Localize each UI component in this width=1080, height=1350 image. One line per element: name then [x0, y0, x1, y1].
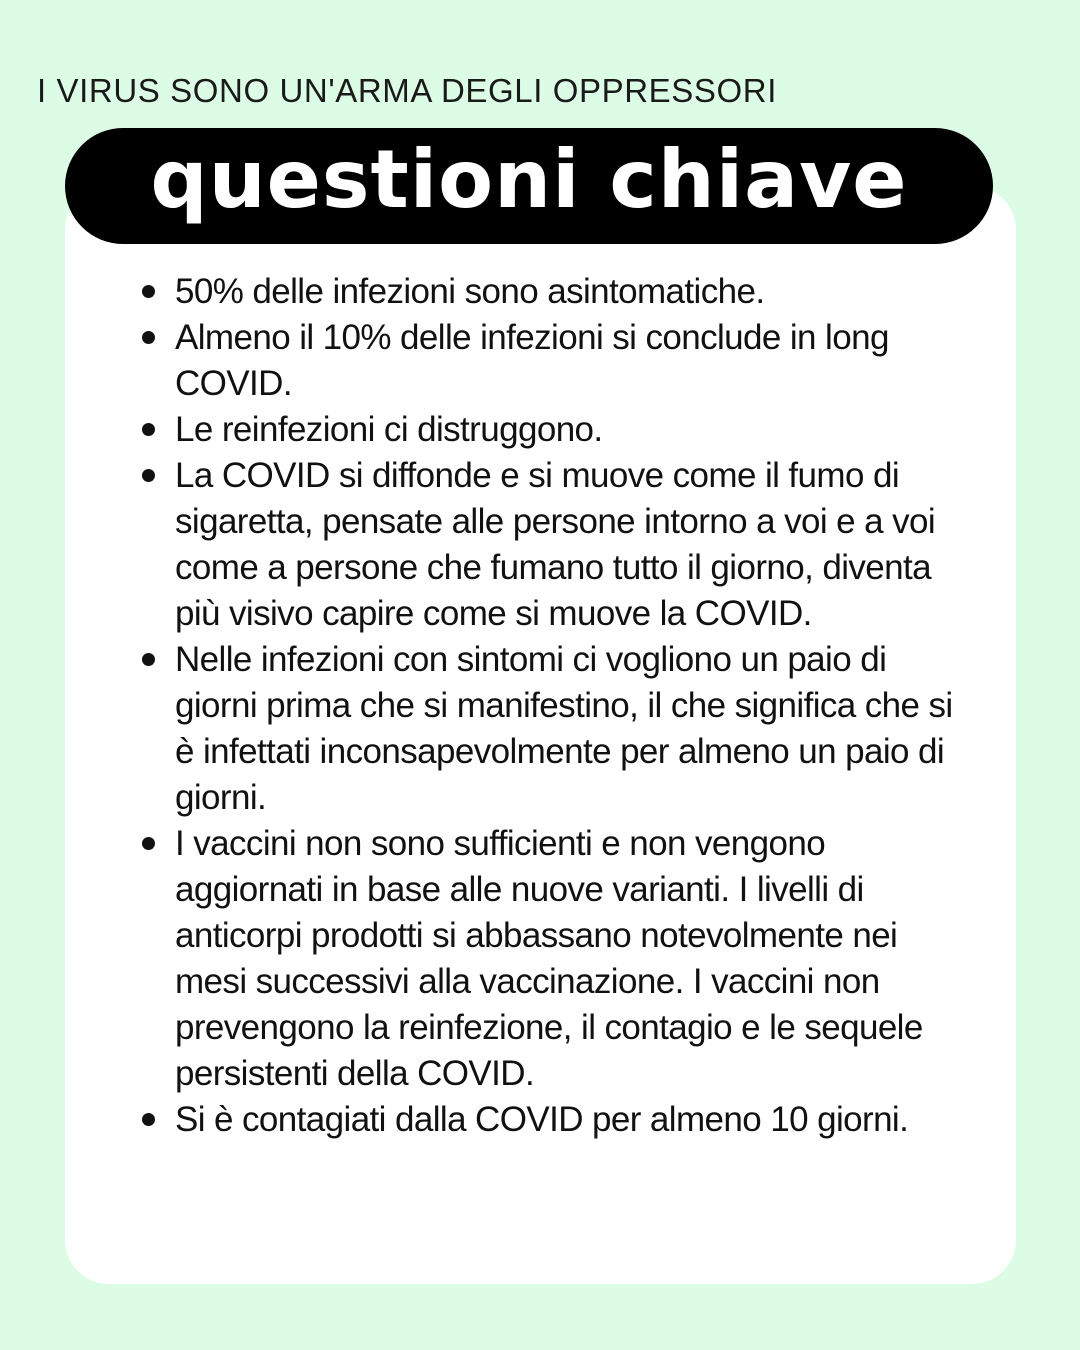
list-item-text: Si è contagiati dalla COVID per almeno 10 giorni. — [175, 1100, 909, 1139]
list-item — [175, 821, 965, 1097]
list-item — [175, 453, 965, 637]
list-item — [175, 315, 965, 407]
bullet-icon — [142, 285, 155, 298]
list-item-text: 50% delle infezioni sono asintomatiche. — [175, 272, 765, 311]
bullet-icon — [142, 653, 155, 666]
list-item-text: Almeno il 10% delle infezioni si conclude in long COVID. — [175, 318, 889, 403]
list-item-text: Le reinfezioni ci distruggono. — [175, 410, 603, 449]
list-item — [175, 407, 965, 453]
list-item-text: La COVID si diffonde e si muove come il fumo di sigaretta, pensate alle persone intorno a voi e a voi come a persone che fumano tutto il giorno, diventa più visivo capire come si muove la COVID. — [175, 456, 936, 633]
list-item — [175, 637, 965, 821]
bullet-icon — [142, 423, 155, 436]
header-kicker: I VIRUS SONO UN'ARMA DEGLI OPPRESSORI — [37, 72, 777, 109]
list-item-text: Nelle infezioni con sintomi ci vogliono un paio di giorni prima che si manifestino, il che significa che si è infettati inconsapevolmente per almeno un paio di giorni. — [175, 640, 953, 817]
list-item-text: I vaccini non sono sufficienti e non vengono aggiornati in base alle nuove varianti. I livelli di anticorpi prodotti si abbassano notevolmente nei mesi successivi alla vaccinazione. I vaccini non prevengono la reinfezione, il contagio e le sequele persistenti della COVID. — [175, 824, 923, 1093]
key-points-list — [175, 269, 965, 1143]
bullet-icon — [142, 1113, 155, 1126]
bullet-icon — [142, 469, 155, 482]
list-item — [175, 269, 965, 315]
list-item — [175, 1097, 965, 1143]
bullet-icon — [142, 331, 155, 344]
bullet-icon — [142, 837, 155, 850]
page-title: questioni chiave — [150, 133, 908, 226]
title-pill — [65, 128, 993, 244]
